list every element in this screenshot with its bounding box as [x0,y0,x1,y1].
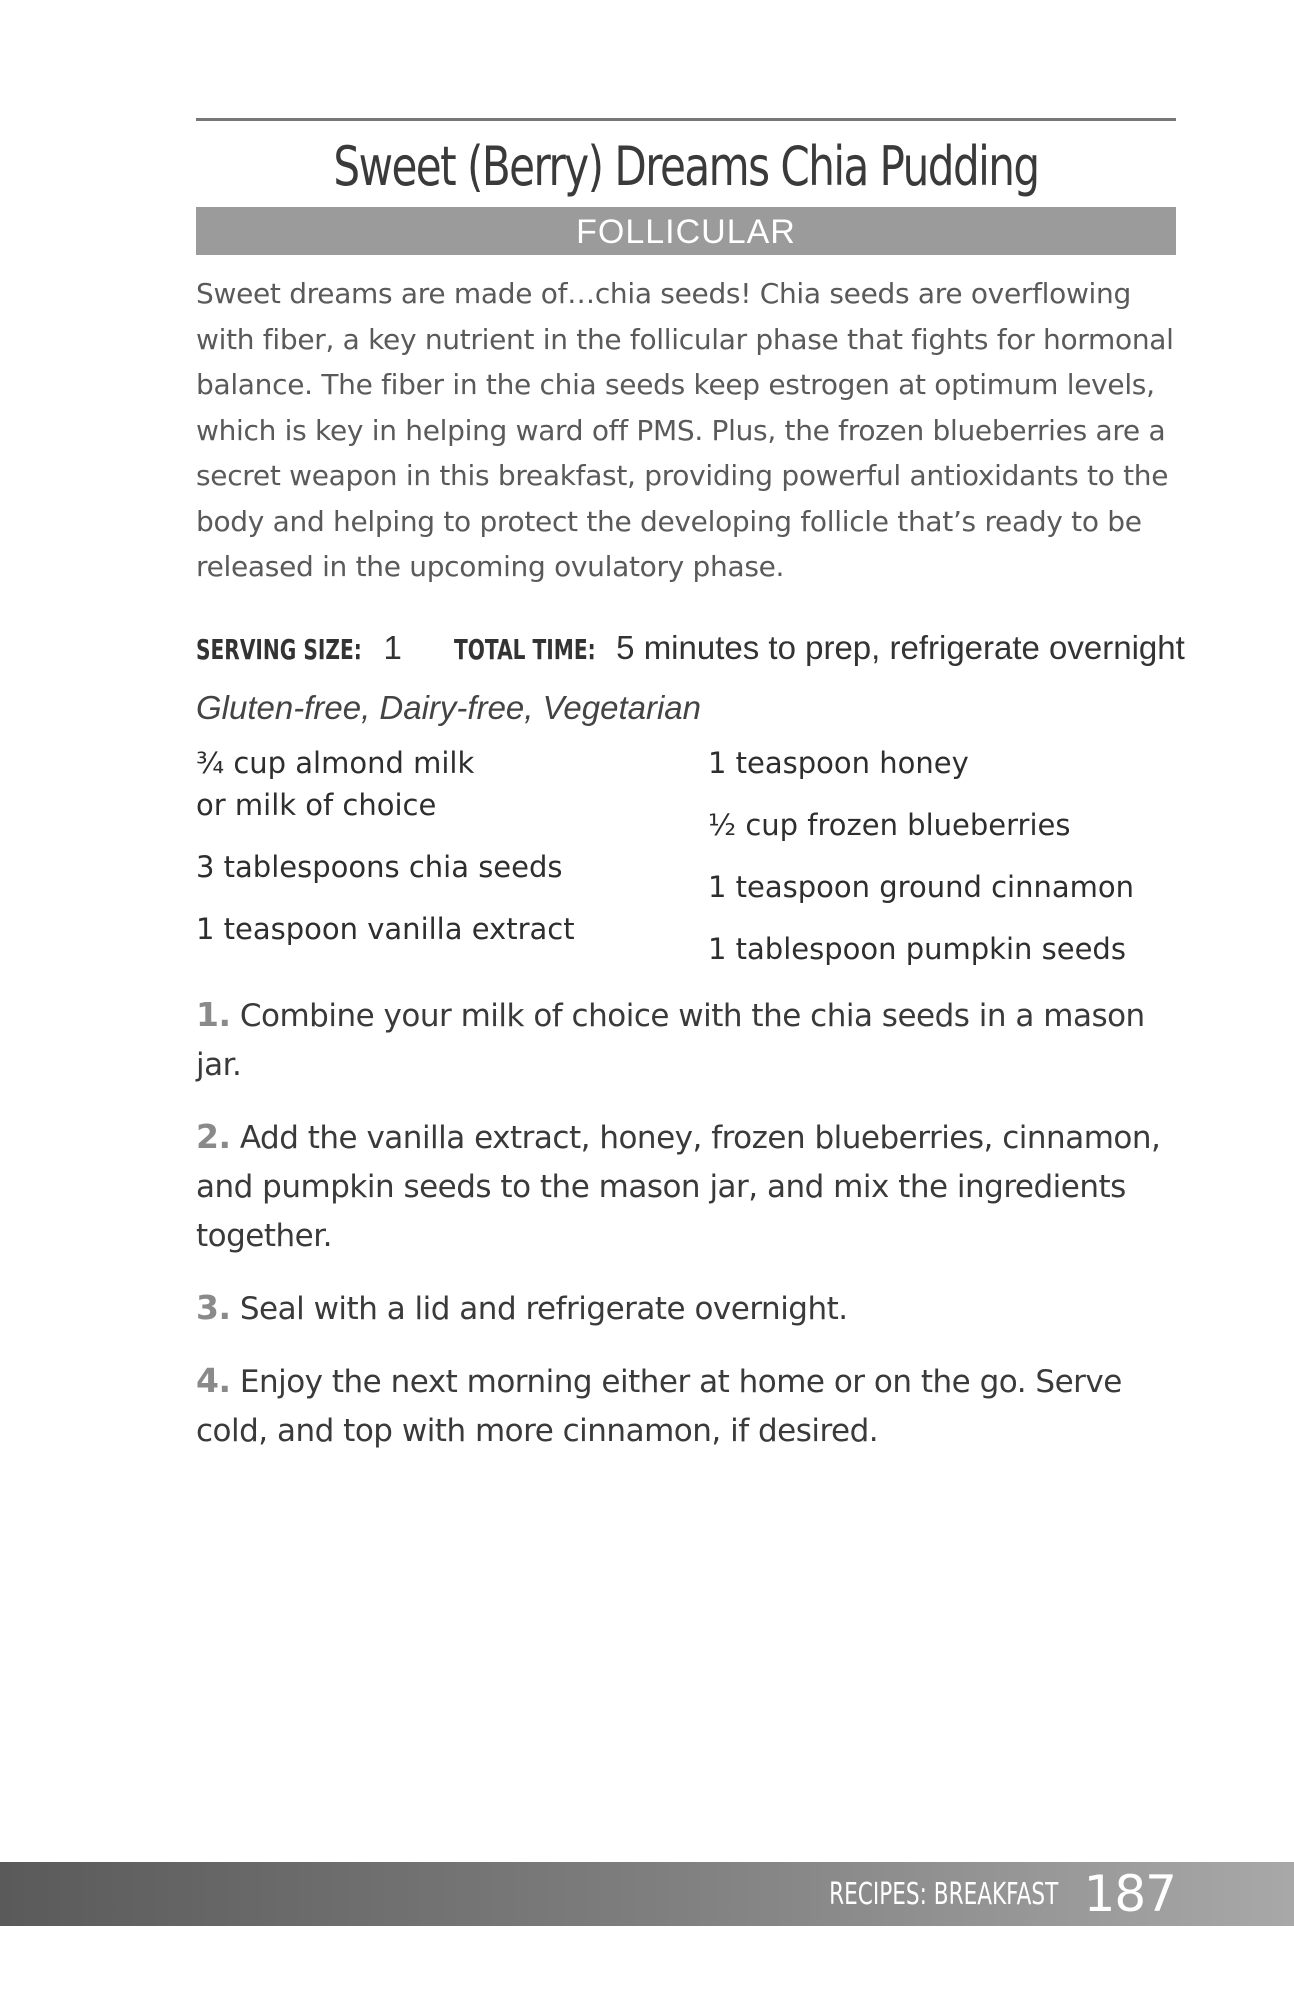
step-text: Enjoy the next morning either at home or on the go. Serve cold, and top with more cinnamon, if desired. [196,1363,1122,1449]
ingredient-item: ½ cup frozen blueberries [708,807,1071,842]
serving-size-value: 1 [383,628,402,666]
recipe-intro: Sweet dreams are made of…chia seeds! Chia seeds are overflowing with fiber, a key nutrient in the follicular phase that fights for hormonal balance. The fiber in the chia seeds keep estrogen at optimum levels, which is key in helping ward off PMS. Plus, the frozen blueberries are a secret weapon in this breakfast, providing powerful antioxidants to the body and helping to protect the developing follicle that’s ready to be released in the upcoming ovulatory phase. [196,277,1174,583]
top-rule [196,118,1176,121]
step-text: Combine your milk of choice with the chia seeds in a mason jar. [196,997,1145,1083]
ingredients-right-column [708,742,1176,990]
ingredients-left-column [196,742,708,990]
step-number: 2. [196,1116,231,1156]
recipe-title: Sweet (Berry) Dreams Chia Pudding [333,135,1039,198]
ingredient-item: 1 teaspoon ground cinnamon [708,869,1134,904]
step-item [196,1112,1176,1261]
diet-tags: Gluten-free, Dairy-free, Vegetarian [196,688,702,726]
ingredient-item: 1 teaspoon vanilla extract [196,911,575,946]
step-item [196,990,1176,1090]
step-number: 1. [196,994,231,1034]
recipe-meta [196,628,1185,670]
footer-section-title: RECIPES: BREAKFAST [828,1877,1058,1912]
footer-bar [0,1862,1294,1926]
step-item [196,1356,1176,1456]
total-time-value: 5 minutes to prep, refrigerate overnight [616,628,1185,666]
phase-banner: FOLLICULAR [196,207,1176,255]
step-number: 3. [196,1287,231,1327]
total-time-label: TOTAL TIME: [454,632,596,666]
step-text: Seal with a lid and refrigerate overnight. [239,1290,848,1327]
recipe-steps [196,990,1176,1456]
step-text: Add the vanilla extract, honey, frozen blueberries, cinnamon, and pumpkin seeds to the mason jar, and mix the ingredients together. [196,1119,1161,1254]
ingredient-item: 3 tablespoons chia seeds [196,849,563,884]
ingredient-item: ¾ cup almond milk or milk of choice [196,745,475,822]
step-number: 4. [196,1360,231,1400]
serving-size-label: SERVING SIZE: [196,632,362,666]
ingredient-item: 1 teaspoon honey [708,745,969,780]
step-item [196,1283,1176,1334]
page-number: 187 [1083,1865,1176,1923]
ingredient-item: 1 tablespoon pumpkin seeds [708,931,1126,966]
recipe-page [196,118,1185,1478]
ingredients-list [196,742,1176,990]
